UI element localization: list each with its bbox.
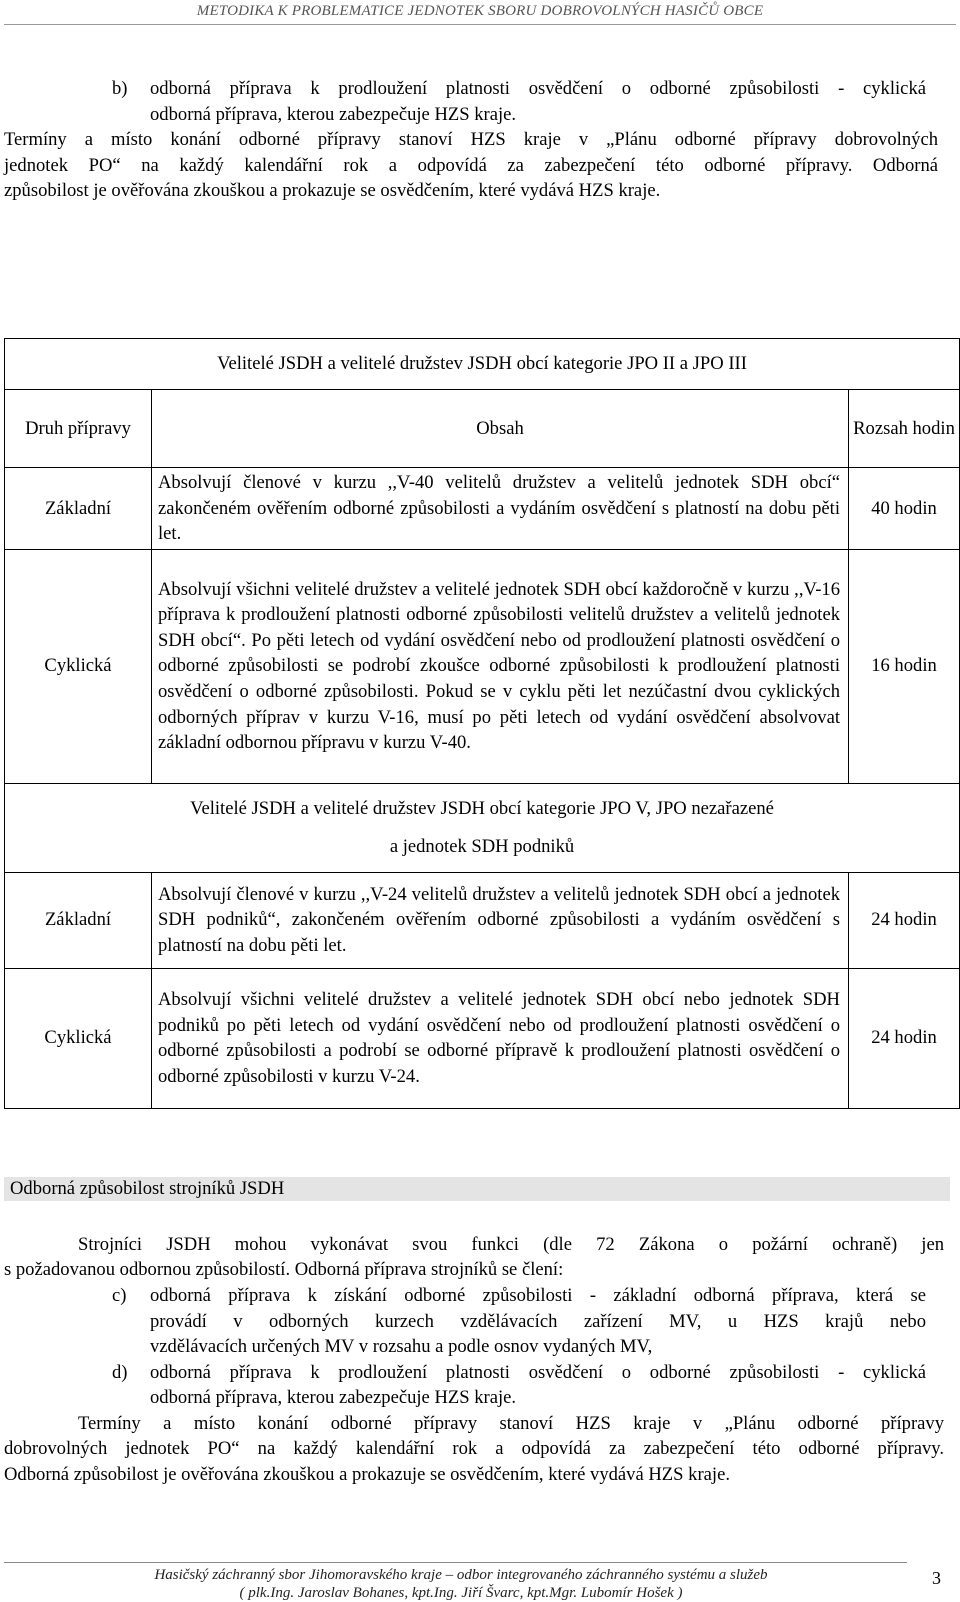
row-range: 24 hodin: [849, 872, 960, 968]
list-item-d-line2: odborná příprava, kterou zabezpečuje HZS kraje.: [150, 1387, 517, 1408]
list-label-b: b): [112, 78, 128, 99]
table-row: [5, 968, 960, 1108]
table-title-jpo5: [5, 783, 960, 872]
section-paragraph2-line1: Termíny a místo konání odborné přípravy stanoví HZS kraje v „Plánu odborné přípravy: [78, 1413, 944, 1434]
section-paragraph2-line2: dobrovolných jednotek PO“ na každý kalendářní rok a odpovídá za zabezpečení této odborné přípravy.: [4, 1438, 944, 1459]
row-content: Absolvují členové v kurzu ,,V-40 velitelů družstev a velitelů jednotek SDH obcí“ zakončeném ověřením odborné způsobilosti a vydáním osvědčení s platností na dobu pěti let.: [152, 468, 849, 550]
row-content: Absolvují všichni velitelé družstev a velitelé jednotek SDH obcí každoročně v kurzu ,,V-16 příprava k prodloužení platnosti odborné způsobilosti velitelů družstev a velitelů jednotek SDH obcí“. Po pěti letech od vydání osvědčení nebo od prodloužení platnosti osvědčení o odborné způsobilosti se podrobí zkoušce odborné způsobilosti k prodloužení platnosti osvědčení o odborné způsobilosti. Pokud se v cyklu pěti let nezúčastní dvou cyklických odborných příprav v kurzu V-16, musí po pěti letech od vydání osvědčení absolvovat základní odbornou přípravu v kurzu V-40.: [152, 549, 849, 783]
list-label-c: c): [112, 1285, 127, 1306]
row-type: Základní: [5, 872, 152, 968]
page-header: METODIKA K PROBLEMATICE JEDNOTEK SBORU DOBROVOLNÝCH HASIČŮ OBCE: [196, 3, 764, 19]
list-label-d: d): [112, 1362, 128, 1383]
table-row: [5, 549, 960, 783]
column-header-content: Obsah: [152, 390, 849, 468]
table-row: [5, 872, 960, 968]
list-item-c-line1: odborná příprava k získání odborné způsobilosti - základní odborná příprava, která se: [150, 1285, 926, 1306]
table-title-jpo5-line1: Velitelé JSDH a velitelé družstev JSDH obcí kategorie JPO V, JPO nezařazené: [190, 798, 774, 820]
row-type: Základní: [5, 468, 152, 550]
table-title-jpo5-line2: a jednotek SDH podniků: [389, 835, 575, 857]
row-type: Cyklická: [5, 968, 152, 1108]
section-paragraph2-line3: Odborná způsobilost je ověřována zkouškou a prokazuje se osvědčením, které vydává HZS kraje.: [4, 1464, 730, 1485]
column-header-range: Rozsah hodin: [849, 390, 960, 468]
header-divider: [4, 24, 956, 25]
list-item-b-line1: odborná příprava k prodloužení platnosti osvědčení o odborné způsobilosti - cyklická: [150, 78, 926, 99]
row-content: Absolvují všichni velitelé družstev a velitelé jednotek SDH obcí nebo jednotek SDH podniků po pěti letech od vydání osvědčení nebo od prodloužení platnosti osvědčení o odborné způsobilosti a podrobí se odborné přípravě k prodloužení platnosti osvědčení o odborné způsobilosti v kurzu V-24.: [152, 968, 849, 1108]
table-row: [5, 468, 960, 550]
intro-paragraph-line1: Termíny a místo konání odborné přípravy stanoví HZS kraje v „Plánu odborné přípravy dobrovolných: [4, 129, 938, 150]
page-number: 3: [932, 1568, 941, 1588]
row-range: 24 hodin: [849, 968, 960, 1108]
row-range: 16 hodin: [849, 549, 960, 783]
page-footer: [0, 1566, 922, 1602]
list-item-c-line3: vzdělávacích určených MV v rozsahu a podle osnov vydaných MV,: [150, 1336, 653, 1357]
footer-line2: ( plk.Ing. Jaroslav Bohanes, kpt.Ing. Jiří Švarc, kpt.Mgr. Lubomír Hošek ): [239, 1585, 683, 1601]
list-item-d-line1: odborná příprava k prodloužení platnosti osvědčení o odborné způsobilosti - cyklická: [150, 1362, 926, 1383]
row-content: Absolvují členové v kurzu ,,V-24 velitelů družstev a velitelů jednotek SDH obcí a jednotek SDH podniků“, zakončeném ověřením odborné způsobilosti a vydáním osvědčení s platností na dobu pěti let.: [152, 872, 849, 968]
row-type: Cyklická: [5, 549, 152, 783]
section-paragraph1-line1: Strojníci JSDH mohou vykonávat svou funkci (dle 72 Zákona o požární ochraně) jen: [78, 1234, 944, 1255]
section-paragraph1-line2: s požadovanou odbornou způsobilostí. Odborná příprava strojníků se člení:: [4, 1259, 564, 1280]
section-heading: Odborná způsobilost strojníků JSDH: [4, 1177, 950, 1201]
list-item-b-line2: odborná příprava, kterou zabezpečuje HZS kraje.: [150, 104, 517, 125]
row-range: 40 hodin: [849, 468, 960, 550]
training-table: [4, 338, 960, 1109]
intro-paragraph-line2: jednotek PO“ na každý kalendářní rok a odpovídá za zabezpečení této odborné přípravy. Odborná: [4, 155, 938, 176]
list-item-c-line2: provádí v odborných kurzech vzdělávacích zařízení MV, u HZS krajů nebo: [150, 1311, 926, 1332]
column-header-type: Druh přípravy: [5, 390, 152, 468]
intro-paragraph-line3: způsobilost je ověřována zkouškou a prokazuje se osvědčením, které vydává HZS kraje.: [4, 180, 661, 201]
table-title-jpo2-3: Velitelé JSDH a velitelé družstev JSDH obcí kategorie JPO II a JPO III: [5, 339, 960, 390]
footer-divider: [4, 1562, 907, 1563]
footer-line1: Hasičský záchranný sbor Jihomoravského kraje – odbor integrovaného záchranného systému a služeb: [154, 1567, 768, 1583]
